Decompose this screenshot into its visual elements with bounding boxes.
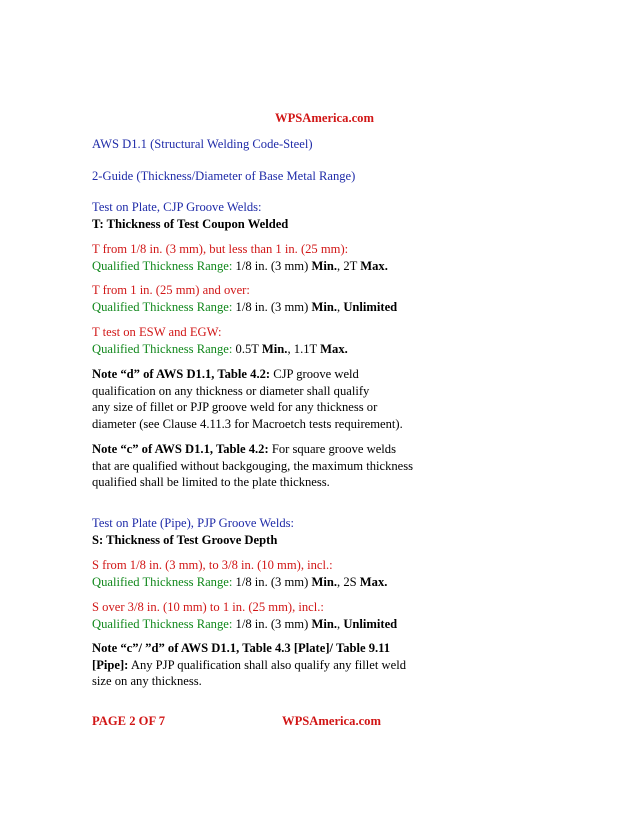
- cjp-note-c-line1: For square groove welds: [271, 442, 396, 456]
- pjp-note-label1: Note “c”/ ”d” of AWS D1.1, Table 4.3 [Plate]/ Table 9.11: [92, 641, 391, 655]
- cjp-case-1-min-label: Min.: [311, 258, 337, 273]
- cjp-case-1: [92, 241, 562, 274]
- cjp-note-d: [92, 366, 562, 432]
- pjp-case-1-max-label: Max.: [359, 574, 388, 589]
- cjp-case-1-min-value: 1/8 in. (3 mm): [235, 258, 309, 273]
- pjp-case-2: [92, 599, 562, 632]
- pjp-case-1-condition: S from 1/8 in. (3 mm), to 3/8 in. (10 mm), incl.:: [92, 558, 333, 572]
- cjp-note-d-label: Note “d” of AWS D1.1, Table 4.2:: [92, 367, 271, 381]
- cjp-note-d-line2: qualification on any thickness or diameter shall qualify: [92, 383, 370, 398]
- header-site-name: WPSAmerica.com: [275, 111, 374, 125]
- pjp-subheading: S: Thickness of Test Groove Depth: [92, 532, 278, 547]
- pjp-case-2-range-label: Qualified Thickness Range:: [92, 616, 233, 631]
- pjp-case-1-range-label: Qualified Thickness Range:: [92, 574, 233, 589]
- cjp-case-3-max-value: 1.1T: [293, 341, 317, 356]
- cjp-note-d-line4: diameter (see Clause 4.11.3 for Macroetch tests requirement).: [92, 416, 403, 431]
- cjp-case-2-range-label: Qualified Thickness Range:: [92, 299, 233, 314]
- pjp-case-2-min-value: 1/8 in. (3 mm): [235, 616, 309, 631]
- pjp-section-header: [92, 515, 562, 548]
- cjp-heading: Test on Plate, CJP Groove Welds:: [92, 200, 262, 214]
- pjp-note: [92, 640, 562, 690]
- pjp-case-2-min-label: Min.: [311, 616, 337, 631]
- cjp-case-3-sep: ,: [287, 341, 291, 356]
- document-title: [92, 136, 562, 153]
- cjp-case-1-max-value: 2T: [343, 258, 358, 273]
- document-title-text: AWS D1.1 (Structural Welding Code-Steel): [92, 137, 313, 151]
- guide-title-text: 2-Guide (Thickness/Diameter of Base Metal Range): [92, 169, 356, 183]
- cjp-case-3-min-label: Min.: [261, 341, 288, 356]
- pjp-note-label2: [Pipe]:: [92, 657, 129, 672]
- cjp-case-1-range-label: Qualified Thickness Range:: [92, 258, 233, 273]
- footer-page-number: PAGE 2 OF 7: [92, 714, 166, 728]
- pjp-case-1-sep: ,: [337, 574, 341, 589]
- cjp-note-d-line3: any size of fillet or PJP groove weld for any thickness or: [92, 400, 378, 415]
- pjp-heading: Test on Plate (Pipe), PJP Groove Welds:: [92, 516, 295, 530]
- cjp-case-2-max-label: Unlimited: [343, 299, 398, 314]
- cjp-case-2-condition: T from 1 in. (25 mm) and over:: [92, 283, 250, 297]
- cjp-case-1-condition: T from 1/8 in. (3 mm), but less than 1 in. (25 mm):: [92, 242, 349, 256]
- pjp-case-2-sep: ,: [337, 616, 341, 631]
- cjp-case-2: [92, 282, 562, 315]
- pjp-case-1-max-value: 2S: [343, 574, 357, 589]
- cjp-case-1-sep: ,: [337, 258, 341, 273]
- pjp-case-2-condition: S over 3/8 in. (10 mm) to 1 in. (25 mm), incl.:: [92, 600, 324, 614]
- pjp-case-1-min-value: 1/8 in. (3 mm): [235, 574, 309, 589]
- cjp-case-2-min-value: 1/8 in. (3 mm): [235, 299, 309, 314]
- cjp-note-d-line1: CJP groove weld: [273, 367, 359, 381]
- pjp-case-1-min-label: Min.: [311, 574, 337, 589]
- pjp-case-1: [92, 557, 562, 590]
- cjp-note-c-label: Note “c” of AWS D1.1, Table 4.2:: [92, 442, 269, 456]
- cjp-note-c: [92, 441, 562, 491]
- cjp-note-c-line2: that are qualified without backgouging, the maximum thickness: [92, 458, 414, 473]
- cjp-note-c-line3: qualified shall be limited to the plate thickness.: [92, 475, 330, 490]
- cjp-case-3-min-value: 0.5T: [235, 341, 259, 356]
- cjp-case-3: [92, 324, 562, 357]
- pjp-case-2-max-label: Unlimited: [343, 616, 398, 631]
- pjp-note-line2: Any PJP qualification shall also qualify any fillet weld: [130, 657, 406, 672]
- cjp-case-1-max-label: Max.: [360, 258, 388, 273]
- guide-title: [92, 168, 562, 185]
- cjp-subheading: T: Thickness of Test Coupon Welded: [92, 216, 289, 231]
- footer-site-name: WPSAmerica.com: [282, 714, 381, 728]
- pjp-note-line3: size on any thickness.: [92, 674, 202, 689]
- cjp-case-2-min-label: Min.: [311, 299, 337, 314]
- cjp-case-3-range-label: Qualified Thickness Range:: [92, 341, 233, 356]
- cjp-section-header: [92, 199, 562, 232]
- cjp-case-3-condition: T test on ESW and EGW:: [92, 325, 222, 339]
- cjp-case-2-sep: ,: [337, 299, 341, 314]
- cjp-case-3-max-label: Max.: [320, 341, 348, 356]
